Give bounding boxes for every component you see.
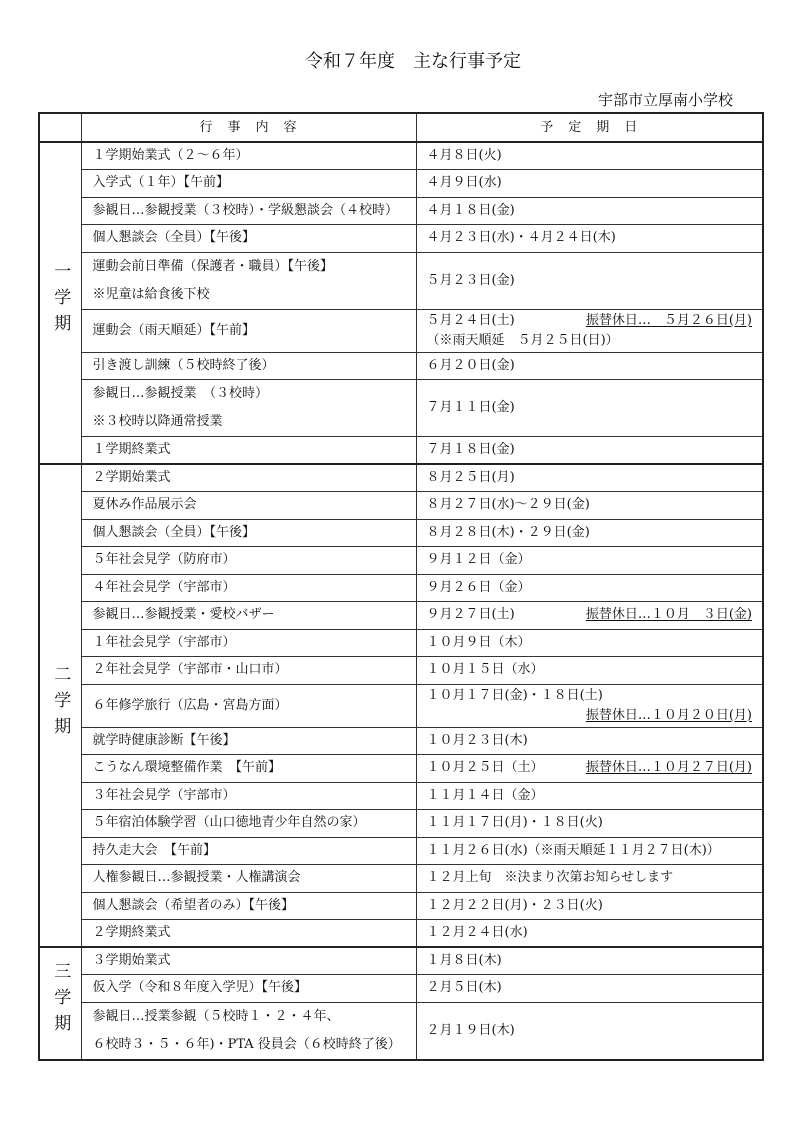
date-line: [427, 731, 753, 751]
date-cell: [416, 519, 763, 547]
event-line: ５年宿泊体験学習（山口徳地青少年自然の家）: [92, 815, 366, 831]
event-line: 参観日…参観授業・愛校バザー: [92, 607, 275, 623]
schedule-row: [39, 947, 763, 975]
date-line: [427, 786, 753, 806]
event-cell: [81, 810, 416, 838]
date-line: [427, 706, 753, 726]
date-line: [427, 896, 753, 916]
schedule-row: [39, 574, 763, 602]
schedule-row: [39, 629, 763, 657]
date-text: １１月１４日（金）: [426, 787, 544, 803]
date-line: [427, 813, 753, 833]
event-cell: [81, 947, 416, 975]
schedule-row: [39, 975, 763, 1003]
event-cell: [81, 170, 416, 198]
schedule-row: [39, 225, 763, 253]
schedule-row: [39, 837, 763, 865]
date-text: １０月１５日（水）: [426, 662, 544, 678]
event-line: 仮入学（令和８年度入学児）【午後】: [92, 980, 308, 996]
date-cell: [416, 892, 763, 920]
event-line: ※児童は給食後下校: [92, 286, 210, 302]
event-cell: [81, 920, 416, 948]
schedule-row: [39, 352, 763, 380]
date-line: [427, 605, 753, 625]
date-line: [427, 311, 753, 331]
term-cell: [39, 142, 81, 464]
date-line: [427, 523, 753, 543]
schedule-row: [39, 519, 763, 547]
event-line: 人権参観日…参観授業・人権講演会: [92, 870, 301, 886]
date-text: （※雨天順延 ５月２５日(日)）: [426, 332, 619, 348]
term-cell: [39, 464, 81, 947]
date-text: ４月１８日(金): [426, 202, 515, 218]
event-line: ３学期始業式: [92, 953, 171, 968]
schedule-row: [39, 142, 763, 170]
schedule-row: [39, 197, 763, 225]
date-text: ９月２７日(土): [426, 607, 515, 623]
event-line: ※３校時以降通常授業: [92, 414, 223, 429]
date-text: １１月２６日(水)（※雨天順延１１月２７日(木)）: [426, 842, 720, 858]
school-name: 宇部市立厚南小学校: [597, 91, 733, 109]
date-cell: [416, 252, 763, 309]
date-cell: [416, 197, 763, 225]
date-line: [427, 331, 753, 351]
substitute-holiday: 振替休日…１０月２７日(月): [585, 760, 752, 776]
event-cell: [81, 197, 416, 225]
date-cell: [416, 547, 763, 575]
schedule-row: [39, 657, 763, 685]
schedule-row: [39, 492, 763, 520]
date-text: ２月１９日(木): [426, 1022, 515, 1038]
date-text: １０月２５日（土）: [426, 760, 544, 776]
date-text: ７月１１日(金): [426, 400, 515, 415]
date-cell: [416, 684, 763, 727]
date-cell: [416, 574, 763, 602]
event-line: ６年修学旅行（広島・宮島方面）: [92, 697, 288, 713]
event-line: 引き渡し訓練（５校時終了後）: [92, 357, 275, 373]
event-cell: [81, 892, 416, 920]
event-cell: [81, 574, 416, 602]
event-cell: [81, 380, 416, 437]
date-cell: [416, 657, 763, 685]
date-line: [427, 440, 753, 460]
event-cell: [81, 492, 416, 520]
date-line: [427, 978, 753, 998]
date-cell: [416, 309, 763, 352]
date-text: ９月２６日（金）: [426, 579, 531, 595]
document-title: 令和７年度 主な行事予定: [305, 51, 521, 72]
event-line: 個人懇談会（希望者のみ）【午後】: [92, 897, 295, 913]
date-line: [427, 356, 753, 376]
date-line: [427, 271, 753, 291]
date-line: [427, 550, 753, 570]
date-text: ８月２５日(月): [426, 470, 515, 485]
date-cell: [416, 865, 763, 893]
schedule-row: [39, 920, 763, 948]
date-text: ６月２０日(金): [426, 357, 515, 373]
event-cell: [81, 225, 416, 253]
date-text: ４月８日(火): [426, 148, 502, 163]
date-line: [427, 923, 753, 943]
event-cell: [81, 657, 416, 685]
date-cell: [416, 920, 763, 948]
event-cell: [81, 865, 416, 893]
event-cell: [81, 547, 416, 575]
event-line: 持久走大会 【午前】: [92, 842, 217, 858]
event-cell: [81, 252, 416, 309]
date-cell: [416, 142, 763, 170]
event-line: ６校時３・５・６年)・PTA 役員会（６校時終了後）: [92, 1036, 401, 1052]
date-line: [427, 633, 753, 653]
date-cell: [416, 352, 763, 380]
schedule-row: [39, 602, 763, 630]
schedule-row: [39, 380, 763, 437]
date-text: ８月２８日(木)・２９日(金): [426, 524, 590, 540]
date-line: [427, 1021, 753, 1041]
event-cell: [81, 519, 416, 547]
event-line: １年社会見学（宇部市）: [92, 634, 236, 650]
date-cell: [416, 1002, 763, 1060]
date-text: １２月上旬 ※決まり次第お知らせします: [426, 870, 674, 886]
event-cell: [81, 142, 416, 170]
event-line: 参観日…授業参観（５校時１・２・４年、: [92, 1008, 340, 1024]
event-line: １学期終業式: [92, 442, 171, 457]
date-line: [427, 841, 753, 861]
date-text: ５月２４日(土): [426, 312, 515, 328]
substitute-holiday: 振替休日…１０月 ３日(金): [585, 607, 752, 623]
event-cell: [81, 684, 416, 727]
date-text: ５月２３日(金): [426, 272, 515, 288]
date-line: [427, 578, 753, 598]
schedule-row: [39, 437, 763, 465]
event-line: ５年社会見学（防府市）: [92, 552, 236, 568]
event-line: 個人懇談会（全員）【午後】: [92, 230, 256, 246]
term-label: 二学期: [50, 664, 71, 743]
event-cell: [81, 309, 416, 352]
schedule-row: [39, 170, 763, 198]
schedule-row: [39, 1002, 763, 1060]
date-text: １２月２２日(月)・２３日(火): [426, 897, 603, 913]
date-line: [427, 468, 753, 488]
date-line: [427, 951, 753, 971]
schedule-row: [39, 464, 763, 492]
date-line: [427, 173, 753, 193]
date-cell: [416, 810, 763, 838]
date-line: [427, 686, 753, 706]
date-line: [427, 495, 753, 515]
event-schedule-table: [38, 112, 764, 1061]
date-line: [427, 868, 753, 888]
event-line: ４年社会見学（宇部市）: [92, 579, 236, 595]
date-cell: [416, 947, 763, 975]
schedule-row: [39, 782, 763, 810]
date-text: ４月２３日(水)・４月２４日(木): [426, 230, 616, 246]
date-text: ７月１８日(金): [426, 442, 515, 457]
schedule-row: [39, 252, 763, 309]
date-text: ４月９日(水): [426, 175, 502, 191]
date-cell: [416, 755, 763, 783]
event-cell: [81, 975, 416, 1003]
term-header: [39, 113, 81, 142]
date-cell: [416, 437, 763, 465]
date-line: [427, 758, 753, 778]
event-line: 運動会前日準備（保護者・職員）【午後】: [92, 258, 334, 274]
term-label: 一学期: [50, 262, 71, 340]
event-line: １学期始業式（２～６年）: [92, 148, 249, 163]
term-cell: [39, 947, 81, 1060]
schedule-row: [39, 684, 763, 727]
event-cell: [81, 437, 416, 465]
event-cell: [81, 629, 416, 657]
event-cell: [81, 602, 416, 630]
schedule-row: [39, 865, 763, 893]
schedule-row: [39, 309, 763, 352]
event-line: ２学期終業式: [92, 925, 171, 940]
event-cell: [81, 782, 416, 810]
date-line: [427, 660, 753, 680]
date-line: [427, 146, 753, 166]
date-cell: [416, 380, 763, 437]
date-cell: [416, 492, 763, 520]
substitute-holiday: 振替休日… ５月２６日(月): [585, 312, 752, 328]
event-line: 参観日…参観授業（３校時）・学級懇談会（４校時）: [92, 202, 399, 218]
date-header: 予 定 期 日: [416, 113, 763, 142]
event-line: 入学式（１年）【午前】: [92, 175, 230, 191]
schedule-row: [39, 810, 763, 838]
event-cell: [81, 727, 416, 755]
schedule-row: [39, 892, 763, 920]
event-cell: [81, 464, 416, 492]
event-line: 個人懇談会（全員）【午後】: [92, 524, 256, 540]
date-line: [427, 228, 753, 248]
event-line: 夏休み作品展示会: [92, 497, 197, 513]
schedule-row: [39, 755, 763, 783]
term-label: 三学期: [50, 962, 71, 1041]
event-line: ２年社会見学（宇部市・山口市）: [92, 662, 288, 678]
date-cell: [416, 170, 763, 198]
event-line: 就学時健康診断【午後】: [92, 732, 236, 748]
event-cell: [81, 352, 416, 380]
event-cell: [81, 755, 416, 783]
date-cell: [416, 629, 763, 657]
date-text: ９月１２日（金）: [426, 552, 531, 568]
date-cell: [416, 782, 763, 810]
date-line: [427, 201, 753, 221]
date-text: １０月９日（木）: [426, 634, 531, 650]
date-text: １１月１７日(月)・１８日(火): [426, 815, 603, 831]
event-line: ２学期始業式: [92, 470, 171, 485]
event-line: こうなん環境整備作業 【午前】: [92, 760, 282, 776]
event-cell: [81, 837, 416, 865]
schedule-row: [39, 547, 763, 575]
date-text: １２月２４日(水): [426, 925, 528, 940]
date-cell: [416, 727, 763, 755]
date-line: [427, 398, 753, 418]
event-cell: [81, 1002, 416, 1060]
event-header: 行 事 内 容: [81, 113, 416, 142]
date-cell: [416, 602, 763, 630]
header-row: [39, 113, 763, 142]
date-cell: [416, 225, 763, 253]
event-line: ３年社会見学（宇部市）: [92, 787, 236, 803]
date-cell: [416, 837, 763, 865]
schedule-body: [39, 142, 763, 1060]
event-line: 参観日…参観授業 （３校時）: [92, 386, 269, 401]
event-line: 運動会（雨天順延）【午前】: [92, 322, 256, 338]
date-text: ２月５日(木): [426, 980, 502, 996]
date-text: １月８日(木): [426, 953, 502, 968]
date-text: １０月１７日(金)・１８日(土): [426, 687, 603, 703]
date-text: ８月２７日(水)～２９日(金): [426, 497, 590, 513]
date-text: １０月２３日(木): [426, 732, 528, 748]
schedule-row: [39, 727, 763, 755]
date-cell: [416, 975, 763, 1003]
date-cell: [416, 464, 763, 492]
substitute-holiday: 振替休日…１０月２０日(月): [585, 707, 752, 723]
